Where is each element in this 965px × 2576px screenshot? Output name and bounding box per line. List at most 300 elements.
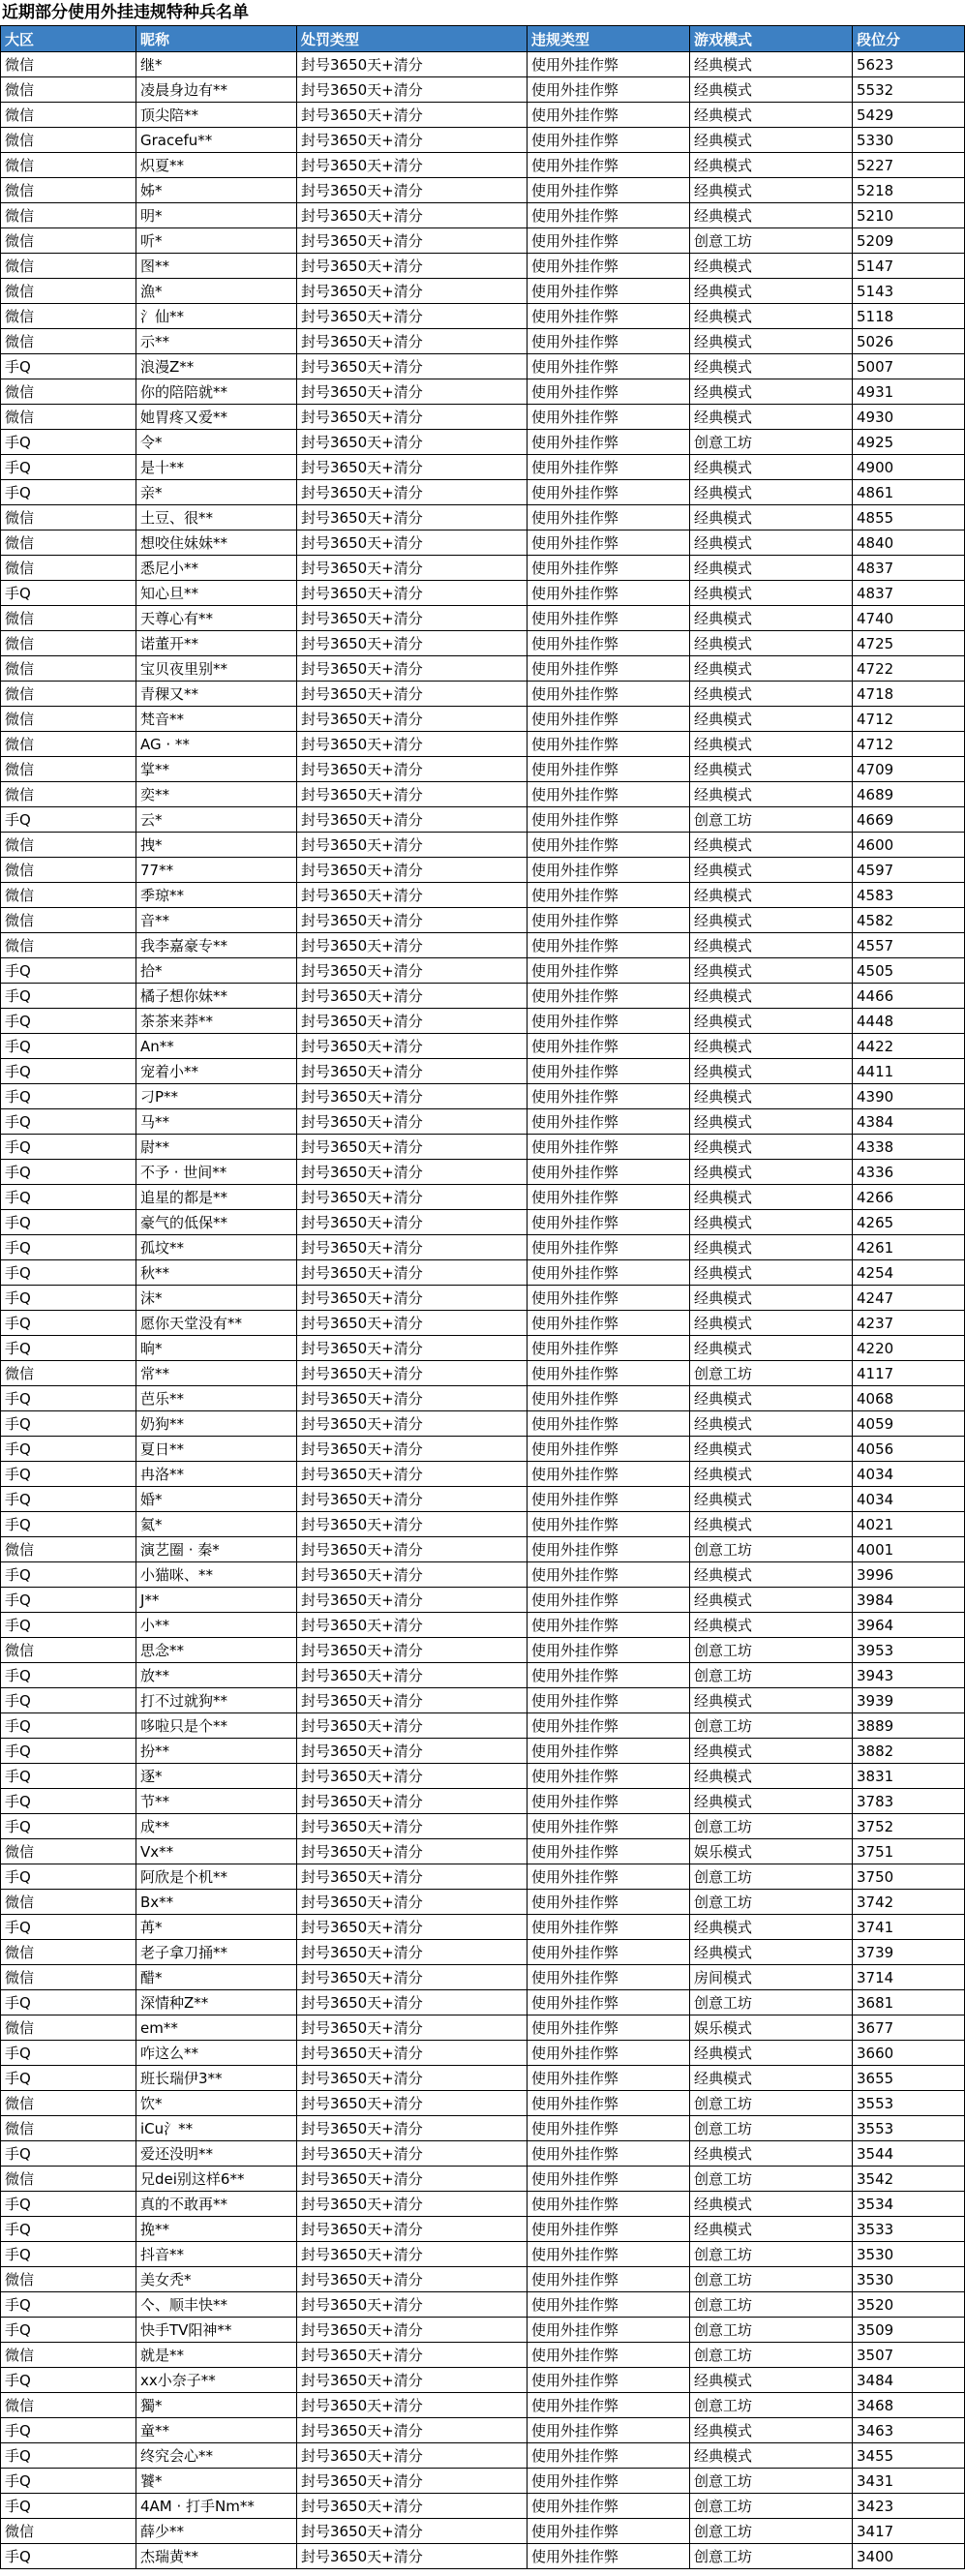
cell-game-mode: 经典模式 [690, 1084, 853, 1109]
cell-penalty-type: 封号3650天+清分 [297, 2519, 528, 2544]
cell-violation-type: 使用外挂作弊 [528, 304, 690, 329]
table-row [1, 1688, 965, 1713]
cell-violation-type: 使用外挂作弊 [528, 656, 690, 682]
cell-penalty-type: 封号3650天+清分 [297, 505, 528, 530]
cell-penalty-type: 封号3650天+清分 [297, 379, 528, 405]
table-row [1, 1739, 965, 1764]
cell-rank-score: 4600 [853, 833, 965, 858]
table-row [1, 1311, 965, 1336]
cell-rank-score: 4689 [853, 782, 965, 807]
cell-game-mode: 创意工坊 [690, 1663, 853, 1688]
cell-penalty-type: 封号3650天+清分 [297, 807, 528, 833]
cell-rank-score: 3400 [853, 2544, 965, 2569]
cell-violation-type: 使用外挂作弊 [528, 2167, 690, 2192]
cell-region: 手Q [1, 2368, 136, 2393]
cell-nickname: 抖音** [136, 2242, 297, 2267]
cell-rank-score: 4712 [853, 732, 965, 757]
cell-rank-score: 4021 [853, 1512, 965, 1537]
table-row [1, 883, 965, 908]
cell-game-mode: 经典模式 [690, 354, 853, 379]
cell-nickname: 漁* [136, 279, 297, 304]
cell-violation-type: 使用外挂作弊 [528, 2015, 690, 2041]
cell-nickname: 顶尖陪** [136, 103, 297, 128]
cell-rank-score: 3455 [853, 2443, 965, 2469]
cell-nickname: 奕** [136, 782, 297, 807]
cell-region: 微信 [1, 1965, 136, 1990]
table-row [1, 2116, 965, 2141]
cell-game-mode: 经典模式 [690, 178, 853, 203]
cell-region: 手Q [1, 2318, 136, 2343]
cell-nickname: 亽、顺丰快** [136, 2292, 297, 2318]
cell-nickname: 明* [136, 203, 297, 228]
table-row [1, 581, 965, 606]
table-row [1, 1185, 965, 1210]
table-row [1, 1940, 965, 1965]
table-row [1, 2242, 965, 2267]
table-row [1, 1613, 965, 1638]
table-row [1, 1411, 965, 1437]
cell-game-mode: 经典模式 [690, 1311, 853, 1336]
table-row [1, 1512, 965, 1537]
cell-nickname: 苒* [136, 1915, 297, 1940]
cell-region: 手Q [1, 1084, 136, 1109]
cell-region: 微信 [1, 530, 136, 556]
cell-game-mode: 经典模式 [690, 858, 853, 883]
cell-rank-score: 4338 [853, 1135, 965, 1160]
cell-game-mode: 经典模式 [690, 1688, 853, 1713]
cell-region: 手Q [1, 1260, 136, 1286]
cell-rank-score: 4220 [853, 1336, 965, 1361]
header-game-mode: 游戏模式 [690, 26, 853, 52]
table-body [1, 52, 965, 2569]
cell-nickname: 掌** [136, 757, 297, 782]
cell-region: 微信 [1, 908, 136, 933]
cell-penalty-type: 封号3650天+清分 [297, 1361, 528, 1386]
cell-nickname: 节** [136, 1789, 297, 1814]
table-row [1, 833, 965, 858]
table-row [1, 933, 965, 958]
cell-violation-type: 使用外挂作弊 [528, 2066, 690, 2091]
cell-penalty-type: 封号3650天+清分 [297, 1839, 528, 1864]
table-row [1, 2141, 965, 2167]
cell-penalty-type: 封号3650天+清分 [297, 2242, 528, 2267]
table-row [1, 858, 965, 883]
table-row [1, 178, 965, 203]
cell-game-mode: 经典模式 [690, 103, 853, 128]
cell-game-mode: 创意工坊 [690, 2544, 853, 2569]
cell-region: 手Q [1, 1512, 136, 1537]
cell-violation-type: 使用外挂作弊 [528, 2318, 690, 2343]
cell-violation-type: 使用外挂作弊 [528, 1084, 690, 1109]
cell-penalty-type: 封号3650天+清分 [297, 2091, 528, 2116]
cell-region: 微信 [1, 606, 136, 631]
cell-region: 微信 [1, 682, 136, 707]
table-row [1, 1663, 965, 1688]
cell-game-mode: 经典模式 [690, 1260, 853, 1286]
cell-game-mode: 创意工坊 [690, 807, 853, 833]
cell-nickname: 童** [136, 2418, 297, 2443]
cell-game-mode: 经典模式 [690, 530, 853, 556]
table-row [1, 530, 965, 556]
cell-penalty-type: 封号3650天+清分 [297, 2192, 528, 2217]
cell-region: 微信 [1, 279, 136, 304]
cell-rank-score: 3484 [853, 2368, 965, 2393]
cell-violation-type: 使用外挂作弊 [528, 1638, 690, 1663]
cell-rank-score: 5210 [853, 203, 965, 228]
cell-region: 手Q [1, 2292, 136, 2318]
cell-rank-score: 3677 [853, 2015, 965, 2041]
table-row [1, 606, 965, 631]
cell-penalty-type: 封号3650天+清分 [297, 2318, 528, 2343]
cell-violation-type: 使用外挂作弊 [528, 1537, 690, 1562]
cell-region: 微信 [1, 2091, 136, 2116]
cell-game-mode: 创意工坊 [690, 430, 853, 455]
cell-penalty-type: 封号3650天+清分 [297, 2267, 528, 2292]
cell-game-mode: 经典模式 [690, 1235, 853, 1260]
table-row [1, 707, 965, 732]
cell-game-mode: 经典模式 [690, 1562, 853, 1588]
cell-game-mode: 创意工坊 [690, 2519, 853, 2544]
cell-game-mode: 创意工坊 [690, 1537, 853, 1562]
cell-penalty-type: 封号3650天+清分 [297, 1336, 528, 1361]
cell-violation-type: 使用外挂作弊 [528, 2418, 690, 2443]
table-row [1, 2494, 965, 2519]
cell-nickname: 愿你天堂没有** [136, 1311, 297, 1336]
table-row [1, 1764, 965, 1789]
cell-rank-score: 4718 [853, 682, 965, 707]
cell-violation-type: 使用外挂作弊 [528, 2544, 690, 2569]
cell-penalty-type: 封号3650天+清分 [297, 1109, 528, 1135]
cell-penalty-type: 封号3650天+清分 [297, 1613, 528, 1638]
cell-game-mode: 创意工坊 [690, 2091, 853, 2116]
cell-rank-score: 4855 [853, 505, 965, 530]
cell-game-mode: 创意工坊 [690, 2393, 853, 2418]
table-row [1, 908, 965, 933]
cell-violation-type: 使用外挂作弊 [528, 908, 690, 933]
header-rank-score: 段位分 [853, 26, 965, 52]
cell-nickname: 土豆、很** [136, 505, 297, 530]
cell-game-mode: 房间模式 [690, 1965, 853, 1990]
cell-region: 手Q [1, 958, 136, 984]
cell-nickname: 拽* [136, 833, 297, 858]
cell-violation-type: 使用外挂作弊 [528, 1437, 690, 1462]
cell-nickname: 阿欣是个机** [136, 1864, 297, 1890]
cell-game-mode: 经典模式 [690, 707, 853, 732]
cell-rank-score: 3520 [853, 2292, 965, 2318]
cell-violation-type: 使用外挂作弊 [528, 77, 690, 103]
cell-penalty-type: 封号3650天+清分 [297, 1084, 528, 1109]
cell-region: 手Q [1, 1613, 136, 1638]
table-row [1, 354, 965, 379]
table-row [1, 1009, 965, 1034]
cell-region: 手Q [1, 1034, 136, 1059]
cell-penalty-type: 封号3650天+清分 [297, 1462, 528, 1487]
cell-violation-type: 使用外挂作弊 [528, 1260, 690, 1286]
cell-nickname: 季琼** [136, 883, 297, 908]
cell-nickname: 晌* [136, 1336, 297, 1361]
cell-nickname: 拾* [136, 958, 297, 984]
cell-nickname: 知心旦** [136, 581, 297, 606]
table-row [1, 757, 965, 782]
table-row [1, 1260, 965, 1286]
cell-violation-type: 使用外挂作弊 [528, 581, 690, 606]
cell-violation-type: 使用外挂作弊 [528, 1562, 690, 1588]
cell-rank-score: 4001 [853, 1537, 965, 1562]
cell-region: 微信 [1, 757, 136, 782]
table-row [1, 1562, 965, 1588]
table-row [1, 2343, 965, 2368]
cell-region: 手Q [1, 1990, 136, 2015]
cell-penalty-type: 封号3650天+清分 [297, 606, 528, 631]
table-row [1, 1638, 965, 1663]
cell-penalty-type: 封号3650天+清分 [297, 1437, 528, 1462]
cell-penalty-type: 封号3650天+清分 [297, 1864, 528, 1890]
table-row [1, 1361, 965, 1386]
cell-region: 微信 [1, 2167, 136, 2192]
cell-game-mode: 创意工坊 [690, 1814, 853, 1839]
cell-game-mode: 经典模式 [690, 505, 853, 530]
cell-game-mode: 经典模式 [690, 1411, 853, 1437]
cell-nickname: 豪气的低保** [136, 1210, 297, 1235]
cell-violation-type: 使用外挂作弊 [528, 354, 690, 379]
cell-region: 手Q [1, 2217, 136, 2242]
cell-rank-score: 4422 [853, 1034, 965, 1059]
cell-rank-score: 5532 [853, 77, 965, 103]
cell-region: 微信 [1, 833, 136, 858]
cell-game-mode: 经典模式 [690, 1336, 853, 1361]
cell-region: 微信 [1, 2343, 136, 2368]
cell-penalty-type: 封号3650天+清分 [297, 1059, 528, 1084]
cell-nickname: 常** [136, 1361, 297, 1386]
cell-violation-type: 使用外挂作弊 [528, 1487, 690, 1512]
cell-game-mode: 创意工坊 [690, 1990, 853, 2015]
cell-game-mode: 经典模式 [690, 1764, 853, 1789]
cell-nickname: 终究会心** [136, 2443, 297, 2469]
cell-violation-type: 使用外挂作弊 [528, 153, 690, 178]
cell-nickname: 示** [136, 329, 297, 354]
cell-nickname: 尉** [136, 1135, 297, 1160]
cell-nickname: 刁P** [136, 1084, 297, 1109]
cell-rank-score: 3882 [853, 1739, 965, 1764]
cell-penalty-type: 封号3650天+清分 [297, 1210, 528, 1235]
cell-region: 手Q [1, 1437, 136, 1462]
cell-game-mode: 经典模式 [690, 1789, 853, 1814]
cell-game-mode: 经典模式 [690, 1009, 853, 1034]
cell-violation-type: 使用外挂作弊 [528, 1059, 690, 1084]
cell-violation-type: 使用外挂作弊 [528, 1411, 690, 1437]
cell-nickname: 放** [136, 1663, 297, 1688]
cell-rank-score: 3751 [853, 1839, 965, 1864]
cell-penalty-type: 封号3650天+清分 [297, 1940, 528, 1965]
cell-region: 手Q [1, 1386, 136, 1411]
table-row [1, 1814, 965, 1839]
cell-penalty-type: 封号3650天+清分 [297, 707, 528, 732]
cell-nickname: 你的陪陪就** [136, 379, 297, 405]
cell-nickname: 亲* [136, 480, 297, 505]
cell-nickname: 獨* [136, 2393, 297, 2418]
table-row [1, 1210, 965, 1235]
cell-penalty-type: 封号3650天+清分 [297, 1814, 528, 1839]
cell-nickname: 打不过就狗** [136, 1688, 297, 1713]
cell-game-mode: 经典模式 [690, 682, 853, 707]
cell-rank-score: 5429 [853, 103, 965, 128]
table-row [1, 1034, 965, 1059]
table-row [1, 279, 965, 304]
cell-rank-score: 3889 [853, 1713, 965, 1739]
cell-rank-score: 4247 [853, 1286, 965, 1311]
cell-nickname: 宠着小** [136, 1059, 297, 1084]
cell-rank-score: 4265 [853, 1210, 965, 1235]
cell-nickname: 橘子想你妹** [136, 984, 297, 1009]
cell-nickname: 饕* [136, 2469, 297, 2494]
table-row [1, 405, 965, 430]
cell-nickname: 扮** [136, 1739, 297, 1764]
cell-game-mode: 创意工坊 [690, 1713, 853, 1739]
table-row [1, 480, 965, 505]
cell-region: 微信 [1, 2015, 136, 2041]
cell-rank-score: 3507 [853, 2343, 965, 2368]
cell-violation-type: 使用外挂作弊 [528, 1864, 690, 1890]
table-header-row [1, 26, 965, 52]
cell-violation-type: 使用外挂作弊 [528, 2141, 690, 2167]
cell-region: 手Q [1, 1185, 136, 1210]
cell-penalty-type: 封号3650天+清分 [297, 2041, 528, 2066]
cell-penalty-type: 封号3650天+清分 [297, 2494, 528, 2519]
cell-region: 微信 [1, 1890, 136, 1915]
cell-penalty-type: 封号3650天+清分 [297, 2469, 528, 2494]
cell-violation-type: 使用外挂作弊 [528, 858, 690, 883]
cell-rank-score: 4117 [853, 1361, 965, 1386]
cell-penalty-type: 封号3650天+清分 [297, 2343, 528, 2368]
cell-rank-score: 3530 [853, 2242, 965, 2267]
cell-region: 手Q [1, 1210, 136, 1235]
cell-region: 微信 [1, 631, 136, 656]
cell-game-mode: 创意工坊 [690, 2116, 853, 2141]
cell-violation-type: 使用外挂作弊 [528, 933, 690, 958]
cell-game-mode: 经典模式 [690, 1940, 853, 1965]
cell-violation-type: 使用外挂作弊 [528, 2519, 690, 2544]
cell-rank-score: 4925 [853, 430, 965, 455]
cell-region: 手Q [1, 1160, 136, 1185]
cell-rank-score: 5026 [853, 329, 965, 354]
cell-region: 手Q [1, 807, 136, 833]
cell-violation-type: 使用外挂作弊 [528, 2192, 690, 2217]
cell-rank-score: 4837 [853, 581, 965, 606]
cell-game-mode: 创意工坊 [690, 2292, 853, 2318]
cell-game-mode: 创意工坊 [690, 2242, 853, 2267]
cell-nickname: 宝贝夜里别** [136, 656, 297, 682]
cell-penalty-type: 封号3650天+清分 [297, 1512, 528, 1537]
cell-violation-type: 使用外挂作弊 [528, 254, 690, 279]
cell-rank-score: 4597 [853, 858, 965, 883]
cell-violation-type: 使用外挂作弊 [528, 1286, 690, 1311]
cell-nickname: 快手TV阳神** [136, 2318, 297, 2343]
cell-game-mode: 经典模式 [690, 1185, 853, 1210]
cell-penalty-type: 封号3650天+清分 [297, 153, 528, 178]
cell-nickname: 芭乐** [136, 1386, 297, 1411]
cell-region: 微信 [1, 228, 136, 254]
cell-rank-score: 3417 [853, 2519, 965, 2544]
cell-penalty-type: 封号3650天+清分 [297, 2066, 528, 2091]
cell-nickname: xx小奈子** [136, 2368, 297, 2393]
cell-penalty-type: 封号3650天+清分 [297, 1789, 528, 1814]
cell-rank-score: 4411 [853, 1059, 965, 1084]
cell-penalty-type: 封号3650天+清分 [297, 883, 528, 908]
table-row [1, 2519, 965, 2544]
cell-violation-type: 使用外挂作弊 [528, 1311, 690, 1336]
table-row [1, 2292, 965, 2318]
table-row [1, 430, 965, 455]
cell-penalty-type: 封号3650天+清分 [297, 52, 528, 77]
cell-violation-type: 使用外挂作弊 [528, 128, 690, 153]
cell-violation-type: 使用外挂作弊 [528, 2267, 690, 2292]
cell-violation-type: 使用外挂作弊 [528, 2116, 690, 2141]
cell-penalty-type: 封号3650天+清分 [297, 1009, 528, 1034]
cell-nickname: 继* [136, 52, 297, 77]
cell-violation-type: 使用外挂作弊 [528, 1965, 690, 1990]
cell-region: 微信 [1, 1839, 136, 1864]
cell-violation-type: 使用外挂作弊 [528, 505, 690, 530]
cell-game-mode: 经典模式 [690, 1034, 853, 1059]
cell-nickname: 姊* [136, 178, 297, 203]
cell-region: 手Q [1, 1059, 136, 1084]
header-penalty-type: 处罚类型 [297, 26, 528, 52]
table-row [1, 2443, 965, 2469]
cell-penalty-type: 封号3650天+清分 [297, 2393, 528, 2418]
cell-game-mode: 经典模式 [690, 254, 853, 279]
table-row [1, 1965, 965, 1990]
table-row [1, 2318, 965, 2343]
cell-nickname: 想咬住妹妹** [136, 530, 297, 556]
cell-violation-type: 使用外挂作弊 [528, 556, 690, 581]
cell-violation-type: 使用外挂作弊 [528, 1386, 690, 1411]
cell-region: 手Q [1, 480, 136, 505]
cell-region: 微信 [1, 153, 136, 178]
cell-penalty-type: 封号3650天+清分 [297, 1638, 528, 1663]
cell-region: 手Q [1, 2544, 136, 2569]
cell-rank-score: 5118 [853, 304, 965, 329]
cell-nickname: 她胃疼又爱** [136, 405, 297, 430]
cell-nickname: 班长瑞伊3** [136, 2066, 297, 2091]
cell-violation-type: 使用外挂作弊 [528, 2443, 690, 2469]
cell-nickname: 4AM · 打手Nm** [136, 2494, 297, 2519]
cell-rank-score: 3423 [853, 2494, 965, 2519]
cell-rank-score: 4384 [853, 1109, 965, 1135]
cell-game-mode: 创意工坊 [690, 2167, 853, 2192]
table-row [1, 77, 965, 103]
cell-penalty-type: 封号3650天+清分 [297, 1311, 528, 1336]
cell-rank-score: 4448 [853, 1009, 965, 1034]
cell-nickname: 奶狗** [136, 1411, 297, 1437]
page-title: 近期部分使用外挂违规特种兵名单 [2, 3, 249, 22]
cell-game-mode: 娱乐模式 [690, 2015, 853, 2041]
cell-penalty-type: 封号3650天+清分 [297, 581, 528, 606]
table-row [1, 1990, 965, 2015]
table-row [1, 732, 965, 757]
cell-game-mode: 创意工坊 [690, 2267, 853, 2292]
cell-rank-score: 4709 [853, 757, 965, 782]
table-row [1, 2192, 965, 2217]
cell-game-mode: 经典模式 [690, 656, 853, 682]
cell-game-mode: 经典模式 [690, 1512, 853, 1537]
cell-penalty-type: 封号3650天+清分 [297, 1990, 528, 2015]
cell-rank-score: 3783 [853, 1789, 965, 1814]
cell-nickname: 不予 · 世间** [136, 1160, 297, 1185]
cell-violation-type: 使用外挂作弊 [528, 682, 690, 707]
cell-game-mode: 经典模式 [690, 1059, 853, 1084]
cell-nickname: 孤坟** [136, 1235, 297, 1260]
cell-region: 微信 [1, 178, 136, 203]
